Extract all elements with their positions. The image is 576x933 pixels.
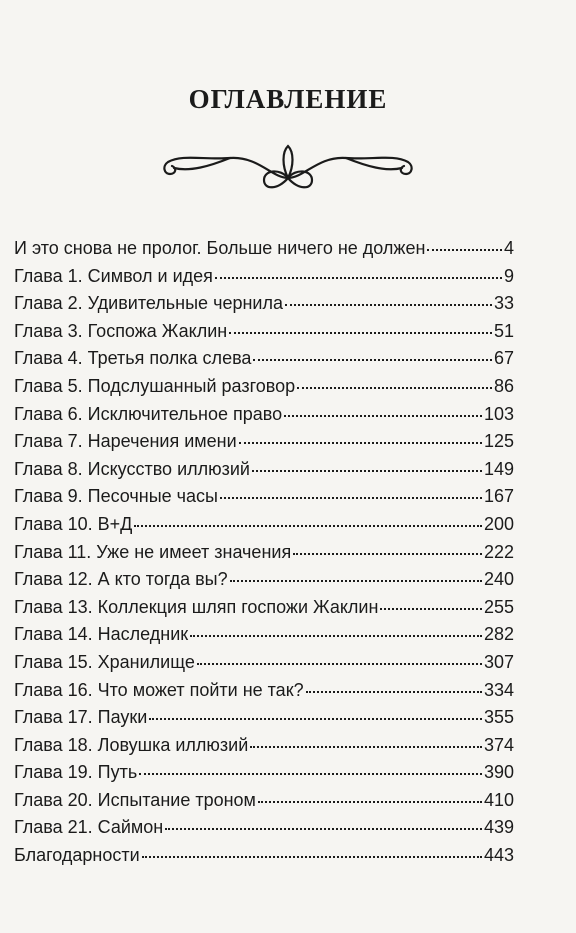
toc-entry[interactable] bbox=[14, 624, 514, 652]
dot-leader bbox=[229, 332, 492, 334]
dot-leader bbox=[284, 415, 482, 417]
page-number: 240 bbox=[483, 569, 514, 590]
dot-leader bbox=[165, 828, 482, 830]
toc-entry[interactable] bbox=[14, 321, 514, 349]
dot-leader bbox=[220, 497, 482, 499]
page-number: 167 bbox=[483, 486, 514, 507]
dot-leader bbox=[297, 387, 492, 389]
dot-leader bbox=[250, 746, 482, 748]
page-number: 125 bbox=[483, 431, 514, 452]
chapter-title: Глава 18. Ловушка иллюзий bbox=[14, 734, 249, 755]
chapter-title: Глава 12. А кто тогда вы? bbox=[14, 569, 228, 590]
dot-leader bbox=[139, 773, 482, 775]
dot-leader bbox=[134, 525, 482, 527]
dot-leader bbox=[285, 304, 492, 306]
chapter-title: Глава 13. Коллекция шляп госпожи Жаклин bbox=[14, 596, 379, 617]
page-number: 149 bbox=[483, 458, 514, 479]
dot-leader bbox=[142, 856, 482, 858]
toc-entry[interactable] bbox=[14, 569, 514, 597]
dot-leader bbox=[197, 663, 482, 665]
page-number: 51 bbox=[493, 320, 514, 341]
toc-entry[interactable] bbox=[14, 817, 514, 845]
chapter-title: Благодарности bbox=[14, 845, 140, 866]
page-number: 33 bbox=[493, 293, 514, 314]
dot-leader bbox=[215, 277, 502, 279]
page-number: 255 bbox=[483, 596, 514, 617]
page-title: ОГЛАВЛЕНИЕ bbox=[188, 84, 388, 115]
chapter-title: Глава 5. Подслушанный разговор bbox=[14, 375, 296, 396]
page-number: 443 bbox=[483, 845, 514, 866]
toc-entry[interactable] bbox=[14, 293, 514, 321]
toc-entry[interactable] bbox=[14, 652, 514, 680]
dot-leader bbox=[258, 801, 482, 803]
page-number: 200 bbox=[483, 513, 514, 534]
dot-leader bbox=[293, 553, 482, 555]
chapter-title: И это снова не пролог. Больше ничего не должен bbox=[14, 238, 426, 258]
dot-leader bbox=[149, 718, 482, 720]
page-number: 67 bbox=[493, 348, 514, 369]
chapter-title: Глава 11. Уже не имеет значения bbox=[14, 541, 292, 562]
chapter-title: Глава 9. Песочные часы bbox=[14, 486, 218, 507]
dot-leader bbox=[190, 635, 482, 637]
chapter-title: Глава 7. Наречения имени bbox=[14, 431, 237, 452]
toc-entry[interactable] bbox=[14, 680, 514, 708]
dot-leader bbox=[239, 442, 482, 444]
dot-leader bbox=[253, 359, 492, 361]
chapter-title: Глава 15. Хранилище bbox=[14, 651, 195, 672]
toc-entry[interactable] bbox=[14, 404, 514, 432]
chapter-title: Глава 10. В+Д bbox=[14, 513, 133, 534]
chapter-title: Глава 1. Символ и идея bbox=[14, 265, 213, 286]
dot-leader bbox=[427, 249, 502, 251]
page-number: 355 bbox=[483, 707, 514, 728]
toc-entry[interactable] bbox=[14, 845, 514, 873]
chapter-title: Глава 19. Путь bbox=[14, 762, 138, 783]
page-number: 334 bbox=[483, 679, 514, 700]
toc-entry[interactable] bbox=[14, 542, 514, 570]
page-number: 103 bbox=[483, 403, 514, 424]
page-number: 86 bbox=[493, 375, 514, 396]
scroll-flourish-icon bbox=[160, 138, 416, 196]
toc-entry[interactable] bbox=[14, 514, 514, 542]
chapter-title: Глава 2. Удивительные чернила bbox=[14, 293, 283, 314]
page-number: 222 bbox=[483, 541, 514, 562]
chapter-title: Глава 21. Саймон bbox=[14, 817, 164, 838]
dot-leader bbox=[380, 608, 482, 610]
page-number: 410 bbox=[483, 789, 514, 810]
chapter-title: Глава 17. Пауки bbox=[14, 707, 148, 728]
chapter-title: Глава 6. Исключительное право bbox=[14, 403, 283, 424]
toc-entry[interactable] bbox=[14, 790, 514, 818]
page-number: 282 bbox=[483, 624, 514, 645]
page-number: 439 bbox=[483, 817, 514, 838]
page-number: 9 bbox=[503, 265, 514, 286]
table-of-contents bbox=[14, 238, 514, 873]
chapter-title: Глава 4. Третья полка слева bbox=[14, 348, 252, 369]
page-number: 374 bbox=[483, 734, 514, 755]
page-number: 390 bbox=[483, 762, 514, 783]
dot-leader bbox=[252, 470, 482, 472]
dot-leader bbox=[306, 691, 482, 693]
toc-entry[interactable] bbox=[14, 707, 514, 735]
chapter-title: Глава 14. Наследник bbox=[14, 624, 189, 645]
page-number: 4 bbox=[503, 238, 514, 258]
toc-entry[interactable] bbox=[14, 486, 514, 514]
chapter-title: Глава 20. Испытание троном bbox=[14, 789, 256, 810]
toc-entry[interactable] bbox=[14, 266, 514, 294]
page-number: 307 bbox=[483, 651, 514, 672]
toc-entry[interactable] bbox=[14, 762, 514, 790]
dot-leader bbox=[230, 580, 482, 582]
toc-entry[interactable] bbox=[14, 238, 514, 266]
toc-entry[interactable] bbox=[14, 376, 514, 404]
toc-entry[interactable] bbox=[14, 459, 514, 487]
toc-entry[interactable] bbox=[14, 431, 514, 459]
toc-entry[interactable] bbox=[14, 597, 514, 625]
toc-entry[interactable] bbox=[14, 348, 514, 376]
chapter-title: Глава 3. Госпожа Жаклин bbox=[14, 320, 228, 341]
chapter-title: Глава 8. Искусство иллюзий bbox=[14, 458, 250, 479]
toc-entry[interactable] bbox=[14, 735, 514, 763]
chapter-title: Глава 16. Что может пойти не так? bbox=[14, 679, 304, 700]
